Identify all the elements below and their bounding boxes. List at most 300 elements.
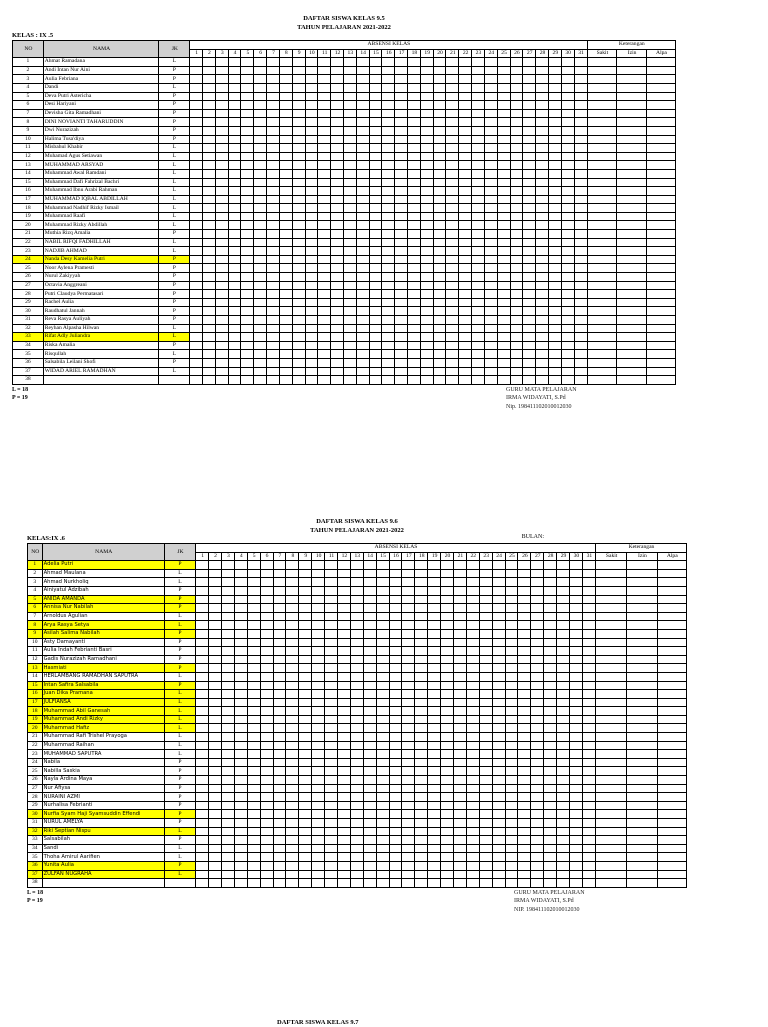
attendance-cell [536,281,549,290]
attendance-cell [273,664,286,673]
day-header-17: 17 [395,49,408,58]
attendance-cell [305,144,318,153]
attendance-cell [331,66,344,75]
table-row [13,230,676,239]
table-row [28,879,687,888]
signature-role: GURU MATA PELAJARAN [514,889,585,896]
attendance-cell [617,66,647,75]
attendance-cell [325,578,338,587]
attendance-cell [228,195,241,204]
attendance-cell [402,733,415,742]
attendance-cell [453,767,466,776]
attendance-cell [279,204,292,213]
attendance-cell [627,784,657,793]
attendance-cell [228,290,241,299]
student-no: 32 [13,324,44,333]
table-row [13,333,676,342]
attendance-cell [273,750,286,759]
attendance-cell [241,101,254,110]
attendance-cell [536,204,549,213]
attendance-cell [561,307,574,316]
attendance-cell [286,715,299,724]
attendance-cell [299,612,312,621]
attendance-cell [561,367,574,376]
attendance-cell [657,724,686,733]
attendance-cell [415,733,428,742]
attendance-cell [292,187,305,196]
attendance-cell [305,187,318,196]
attendance-cell [595,612,626,621]
attendance-cell [292,273,305,282]
attendance-cell [459,324,472,333]
student-name: Arya Rasya Setya [42,621,164,630]
attendance-cell [627,741,657,750]
attendance-cell [518,844,531,853]
attendance-cell [260,647,273,656]
attendance-cell [459,118,472,127]
attendance-cell [286,595,299,604]
attendance-cell [228,161,241,170]
student-gender: P [164,638,195,647]
attendance-cell [472,109,485,118]
attendance-cell [497,66,510,75]
attendance-cell [312,655,325,664]
attendance-cell [415,784,428,793]
attendance-cell [505,672,518,681]
attendance-cell [376,715,389,724]
attendance-cell [627,569,657,578]
attendance-cell [234,690,247,699]
attendance-cell [587,195,617,204]
student-gender: P [164,793,195,802]
attendance-cell [582,836,595,845]
attendance-cell [518,715,531,724]
signature-nip: Nip. 198411102010012030 [506,403,572,410]
attendance-cell [420,152,433,161]
attendance-cell [595,758,626,767]
attendance-cell [510,135,523,144]
table-row [13,101,676,110]
attendance-cell [569,621,582,630]
attendance-cell [318,350,331,359]
attendance-cell [376,638,389,647]
attendance-cell [273,715,286,724]
student-name: Muhammad Awal Ramdani [43,169,159,178]
attendance-cell [209,801,222,810]
student-gender: P [159,281,190,290]
attendance-cell [215,152,228,161]
attendance-cell [343,324,356,333]
attendance-cell [492,879,505,888]
attendance-cell [286,647,299,656]
attendance-cell [548,376,561,385]
attendance-cell [510,195,523,204]
attendance-cell [627,733,657,742]
attendance-cell [408,376,421,385]
attendance-cell [510,221,523,230]
attendance-cell [479,844,492,853]
attendance-cell [382,367,395,376]
attendance-cell [420,212,433,221]
attendance-cell [492,810,505,819]
attendance-cell [305,367,318,376]
attendance-cell [492,724,505,733]
attendance-cell [582,629,595,638]
attendance-cell [569,801,582,810]
student-name: NABIL RIFQI FADHILLAH [43,238,159,247]
attendance-cell [595,578,626,587]
student-name: Asty Damayanti [42,638,164,647]
attendance-cell [420,281,433,290]
attendance-cell [561,273,574,282]
attendance-cell [523,144,536,153]
attendance-cell [279,58,292,67]
attendance-cell [325,690,338,699]
attendance-cell [190,187,203,196]
attendance-cell [318,109,331,118]
attendance-cell [536,358,549,367]
attendance-cell [325,776,338,785]
attendance-cell [561,324,574,333]
attendance-cell [228,281,241,290]
attendance-cell [363,741,376,750]
attendance-cell [617,187,647,196]
attendance-cell [420,324,433,333]
student-no: 26 [13,273,44,282]
attendance-cell [215,247,228,256]
student-no: 36 [13,358,44,367]
attendance-cell [523,255,536,264]
attendance-cell [356,341,369,350]
attendance-cell [466,879,479,888]
attendance-cell [350,638,363,647]
attendance-cell [574,195,587,204]
attendance-cell [228,316,241,325]
attendance-cell [531,767,544,776]
attendance-cell [190,169,203,178]
attendance-cell [196,690,209,699]
attendance-cell [247,707,260,716]
attendance-cell [286,672,299,681]
attendance-cell [402,655,415,664]
attendance-cell [420,178,433,187]
attendance-cell [395,144,408,153]
attendance-cell [279,161,292,170]
attendance-cell [228,255,241,264]
attendance-cell [196,776,209,785]
attendance-cell [595,784,626,793]
attendance-cell [557,784,570,793]
day-header-14: 14 [356,49,369,58]
attendance-cell [209,870,222,879]
attendance-cell [376,586,389,595]
attendance-cell [395,307,408,316]
attendance-cell [548,58,561,67]
attendance-cell [536,367,549,376]
attendance-cell [389,750,402,759]
attendance-cell [247,827,260,836]
attendance-cell [595,698,626,707]
attendance-cell [350,715,363,724]
attendance-cell [518,681,531,690]
student-no: 18 [28,707,43,716]
attendance-cell [472,255,485,264]
student-no: 22 [13,238,44,247]
attendance-cell [595,681,626,690]
attendance-cell [234,879,247,888]
attendance-cell [446,324,459,333]
student-no: 1 [13,58,44,67]
attendance-cell [446,307,459,316]
attendance-cell [402,844,415,853]
attendance-cell [203,316,216,325]
attendance-cell [561,376,574,385]
attendance-cell [196,698,209,707]
attendance-cell [215,178,228,187]
attendance-cell [279,350,292,359]
attendance-cell [221,586,234,595]
attendance-cell [441,819,454,828]
attendance-cell [203,109,216,118]
student-no: 14 [13,169,44,178]
attendance-cell [582,870,595,879]
header-nama: NAMA [43,41,159,58]
attendance-cell [484,75,497,84]
attendance-cell [657,844,686,853]
attendance-cell [234,604,247,613]
attendance-cell [587,230,617,239]
attendance-cell [221,690,234,699]
table-row [13,238,676,247]
attendance-cell [260,561,273,570]
attendance-cell [472,358,485,367]
attendance-cell [221,750,234,759]
attendance-cell [557,733,570,742]
attendance-cell [505,801,518,810]
attendance-cell [312,870,325,879]
attendance-cell [279,109,292,118]
attendance-cell [657,827,686,836]
attendance-cell [453,621,466,630]
day-header-3: 3 [221,552,234,561]
attendance-cell [459,221,472,230]
student-name: Riska Amalia [43,341,159,350]
student-name: Nayla Ardina Maya [42,776,164,785]
attendance-cell [531,647,544,656]
attendance-cell [627,861,657,870]
attendance-cell [247,690,260,699]
attendance-cell [627,879,657,888]
attendance-cell [531,827,544,836]
attendance-cell [492,767,505,776]
attendance-cell [305,341,318,350]
attendance-cell [428,758,441,767]
attendance-cell [363,604,376,613]
attendance-cell [203,350,216,359]
attendance-cell [428,793,441,802]
attendance-cell [557,586,570,595]
student-gender: P [164,776,195,785]
attendance-cell [318,238,331,247]
attendance-cell [510,118,523,127]
student-gender: P [164,758,195,767]
attendance-cell [350,561,363,570]
attendance-cell [497,152,510,161]
attendance-cell [350,836,363,845]
attendance-cell [382,144,395,153]
attendance-cell [299,647,312,656]
attendance-cell [505,655,518,664]
attendance-cell [247,698,260,707]
attendance-cell [241,316,254,325]
attendance-cell [221,647,234,656]
attendance-cell [331,75,344,84]
attendance-cell [544,672,557,681]
attendance-cell [389,733,402,742]
attendance-cell [453,879,466,888]
attendance-cell [492,758,505,767]
table-row [28,715,687,724]
attendance-cell [574,358,587,367]
attendance-cell [415,836,428,845]
attendance-cell [241,66,254,75]
attendance-cell [382,152,395,161]
attendance-cell [446,83,459,92]
attendance-cell [627,801,657,810]
attendance-cell [382,255,395,264]
student-no: 21 [28,733,43,742]
attendance-cell [260,776,273,785]
attendance-cell [518,776,531,785]
attendance-cell [595,604,626,613]
attendance-cell [325,810,338,819]
attendance-cell [325,698,338,707]
student-no: 11 [13,144,44,153]
attendance-cell [260,879,273,888]
attendance-cell [518,784,531,793]
attendance-cell [544,586,557,595]
attendance-cell [215,264,228,273]
attendance-cell [343,204,356,213]
attendance-cell [466,715,479,724]
attendance-cell [337,655,350,664]
attendance-cell [544,621,557,630]
attendance-cell [221,664,234,673]
attendance-cell [479,827,492,836]
attendance-cell [428,724,441,733]
attendance-cell [574,255,587,264]
attendance-cell [531,569,544,578]
attendance-cell [574,212,587,221]
attendance-cell [557,724,570,733]
attendance-cell [221,655,234,664]
attendance-cell [325,621,338,630]
table-row [13,118,676,127]
attendance-cell [428,741,441,750]
header-keterangan: Keterangan [595,544,686,553]
attendance-cell [582,561,595,570]
attendance-cell [518,827,531,836]
attendance-cell [428,621,441,630]
attendance-cell [221,698,234,707]
attendance-cell [646,221,675,230]
attendance-cell [203,247,216,256]
attendance-cell [273,784,286,793]
attendance-cell [459,273,472,282]
attendance-cell [595,767,626,776]
attendance-cell [389,595,402,604]
table-row [28,767,687,776]
attendance-cell [453,750,466,759]
attendance-cell [510,161,523,170]
attendance-cell [343,109,356,118]
attendance-cell [254,255,267,264]
attendance-cell [395,118,408,127]
attendance-cell [209,569,222,578]
attendance-cell [433,212,446,221]
attendance-cell [569,664,582,673]
attendance-cell [273,707,286,716]
attendance-cell [548,204,561,213]
attendance-cell [299,836,312,845]
day-header-25: 25 [497,49,510,58]
attendance-cell [305,281,318,290]
attendance-cell [369,66,382,75]
attendance-cell [582,861,595,870]
attendance-cell [646,307,675,316]
attendance-cell [453,784,466,793]
attendance-cell [408,281,421,290]
student-name: Nabilla Saskia [42,767,164,776]
attendance-cell [510,178,523,187]
attendance-cell [196,801,209,810]
attendance-cell [228,126,241,135]
attendance-cell [459,255,472,264]
attendance-cell [587,273,617,282]
attendance-cell [531,776,544,785]
attendance-cell [569,690,582,699]
attendance-cell [305,58,318,67]
student-gender: L [159,144,190,153]
attendance-cell [428,681,441,690]
student-no: 17 [28,698,43,707]
attendance-cell [505,638,518,647]
attendance-cell [415,586,428,595]
attendance-cell [402,793,415,802]
attendance-cell [221,879,234,888]
day-header-26: 26 [518,552,531,561]
attendance-cell [260,870,273,879]
attendance-cell [292,324,305,333]
attendance-cell [433,169,446,178]
attendance-cell [402,664,415,673]
attendance-cell [389,844,402,853]
student-no: 27 [28,784,43,793]
attendance-cell [441,750,454,759]
attendance-cell [299,784,312,793]
attendance-cell [574,367,587,376]
attendance-cell [273,758,286,767]
attendance-cell [544,690,557,699]
attendance-cell [305,264,318,273]
attendance-cell [389,672,402,681]
attendance-cell [331,290,344,299]
attendance-cell [646,144,675,153]
attendance-cell [441,604,454,613]
student-name: Thoha Amirul Aarifien [42,853,164,862]
attendance-cell [536,169,549,178]
student-name: Halima Tusa'diya [43,135,159,144]
